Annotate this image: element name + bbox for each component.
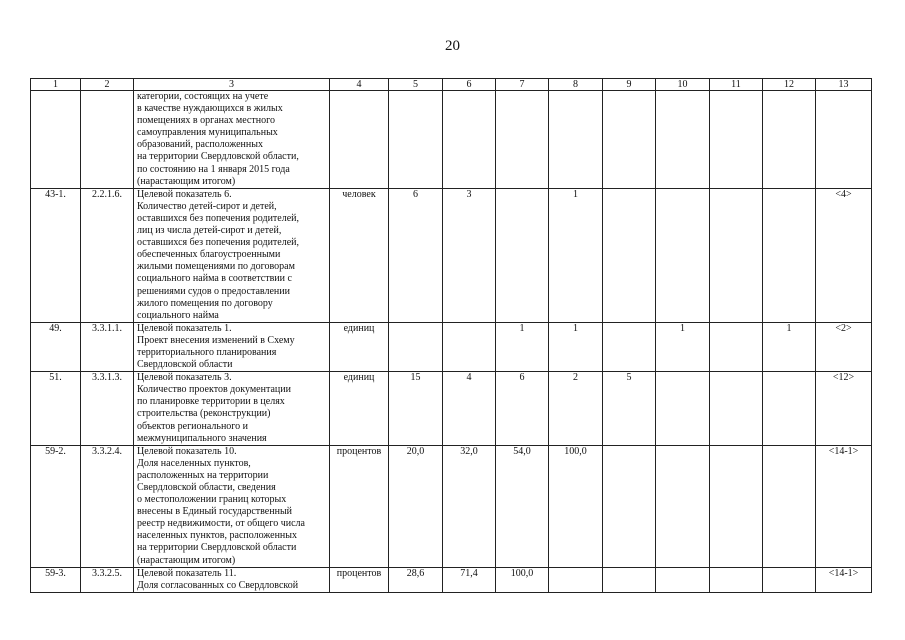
col-header: 8 bbox=[549, 79, 603, 91]
row-code: 3.3.1.1. bbox=[81, 322, 134, 371]
row-value: 54,0 bbox=[496, 445, 549, 567]
description-line: объектов регионального и bbox=[137, 420, 249, 432]
col-header: 10 bbox=[656, 79, 710, 91]
row-value bbox=[389, 91, 443, 189]
row-number: 59-3. bbox=[31, 567, 81, 592]
table-row bbox=[31, 567, 872, 592]
row-value: 1 bbox=[549, 188, 603, 322]
row-value: 6 bbox=[496, 372, 549, 446]
row-value bbox=[549, 91, 603, 189]
row-number: 49. bbox=[31, 322, 81, 371]
description-line: образований, расположенных bbox=[137, 139, 263, 151]
col-header: 9 bbox=[603, 79, 656, 91]
row-description bbox=[134, 567, 330, 592]
row-number: 43-1. bbox=[31, 188, 81, 322]
description-line: Проект внесения изменений в Схему bbox=[137, 334, 295, 346]
description-line: Целевой показатель 1. bbox=[137, 322, 232, 334]
row-value: 1 bbox=[656, 322, 710, 371]
row-note: <12> bbox=[816, 372, 872, 446]
row-unit: единиц bbox=[330, 372, 389, 446]
description-line: Целевой показатель 3. bbox=[137, 372, 232, 384]
row-value bbox=[549, 567, 603, 592]
row-value bbox=[656, 445, 710, 567]
description-line: Доля согласованных со Свердловской bbox=[137, 579, 299, 591]
description-line: Целевой показатель 6. bbox=[137, 188, 232, 200]
description-line: лиц из числа детей-сирот и детей, bbox=[137, 225, 282, 237]
row-value bbox=[710, 91, 763, 189]
row-value: 1 bbox=[496, 322, 549, 371]
row-value bbox=[763, 445, 816, 567]
row-value bbox=[710, 188, 763, 322]
description-line: социального найма bbox=[137, 309, 219, 321]
description-line: помещениях в органах местного bbox=[137, 115, 275, 127]
col-header: 7 bbox=[496, 79, 549, 91]
row-value bbox=[496, 91, 549, 189]
col-header: 1 bbox=[31, 79, 81, 91]
row-unit: процентов bbox=[330, 567, 389, 592]
description-line: Свердловской области bbox=[137, 359, 233, 371]
row-value: 3 bbox=[443, 188, 496, 322]
indicators-table bbox=[30, 78, 872, 593]
row-value bbox=[443, 322, 496, 371]
description-line: (нарастающим итогом) bbox=[137, 175, 236, 187]
col-header: 3 bbox=[134, 79, 330, 91]
row-description bbox=[134, 322, 330, 371]
row-value: 71,4 bbox=[443, 567, 496, 592]
row-value: 1 bbox=[549, 322, 603, 371]
description-line: Доля населенных пунктов, bbox=[137, 457, 251, 469]
row-value bbox=[603, 188, 656, 322]
table-row bbox=[31, 372, 872, 446]
row-description bbox=[134, 188, 330, 322]
description-line: внесены в Единый государственный bbox=[137, 506, 293, 518]
description-line: (нарастающим итогом) bbox=[137, 554, 236, 566]
table-row bbox=[31, 445, 872, 567]
row-value bbox=[710, 445, 763, 567]
table-row bbox=[31, 322, 872, 371]
row-note: <4> bbox=[816, 188, 872, 322]
row-value: 1 bbox=[763, 322, 816, 371]
row-description bbox=[134, 91, 330, 189]
table-row bbox=[31, 188, 872, 322]
col-header: 12 bbox=[763, 79, 816, 91]
row-note: <2> bbox=[816, 322, 872, 371]
row-value bbox=[710, 322, 763, 371]
row-number bbox=[31, 91, 81, 189]
col-header: 2 bbox=[81, 79, 134, 91]
row-unit: процентов bbox=[330, 445, 389, 567]
description-line: межмуниципального значения bbox=[137, 432, 267, 444]
description-line: Целевой показатель 11. bbox=[137, 567, 237, 579]
description-line: Целевой показатель 10. bbox=[137, 445, 237, 457]
description-line: на территории Свердловской области, bbox=[137, 151, 299, 163]
row-description bbox=[134, 372, 330, 446]
description-line: оставшихся без попечения родителей, bbox=[137, 237, 300, 249]
row-value bbox=[496, 188, 549, 322]
row-value bbox=[710, 372, 763, 446]
row-code: 3.3.2.4. bbox=[81, 445, 134, 567]
description-line: по планировке территории в целях bbox=[137, 396, 285, 408]
row-value: 5 bbox=[603, 372, 656, 446]
row-value bbox=[656, 91, 710, 189]
row-note: <14-1> bbox=[816, 445, 872, 567]
description-line: Свердловской области, сведения bbox=[137, 482, 276, 493]
description-line: решениями судов о предоставлении bbox=[137, 285, 290, 297]
row-value: 15 bbox=[389, 372, 443, 446]
description-line: Количество детей-сирот и детей, bbox=[137, 200, 277, 212]
row-value bbox=[656, 188, 710, 322]
row-value bbox=[763, 91, 816, 189]
row-value bbox=[656, 372, 710, 446]
row-value bbox=[603, 445, 656, 567]
row-value bbox=[656, 567, 710, 592]
row-value bbox=[603, 567, 656, 592]
row-value bbox=[443, 91, 496, 189]
header-row bbox=[31, 79, 872, 91]
row-value: 100,0 bbox=[549, 445, 603, 567]
row-code: 3.3.1.3. bbox=[81, 372, 134, 446]
col-header: 5 bbox=[389, 79, 443, 91]
row-value: 20,0 bbox=[389, 445, 443, 567]
row-unit: человек bbox=[330, 188, 389, 322]
col-header: 4 bbox=[330, 79, 389, 91]
col-header: 11 bbox=[710, 79, 763, 91]
description-line: на территории Свердловской области bbox=[137, 542, 297, 554]
row-value: 28,6 bbox=[389, 567, 443, 592]
row-code bbox=[81, 91, 134, 189]
row-number: 59-2. bbox=[31, 445, 81, 567]
row-note: <14-1> bbox=[816, 567, 872, 592]
col-header: 13 bbox=[816, 79, 872, 91]
description-line: категории, состоящих на учете bbox=[137, 91, 269, 102]
row-code: 3.3.2.5. bbox=[81, 567, 134, 592]
row-value bbox=[710, 567, 763, 592]
description-line: строительства (реконструкции) bbox=[137, 408, 271, 420]
description-line: территориального планирования bbox=[137, 346, 277, 358]
row-value: 2 bbox=[549, 372, 603, 446]
row-note bbox=[816, 91, 872, 189]
row-value: 32,0 bbox=[443, 445, 496, 567]
description-line: реестр недвижимости, от общего числа bbox=[137, 518, 305, 530]
row-value bbox=[763, 567, 816, 592]
row-code: 2.2.1.6. bbox=[81, 188, 134, 322]
description-line: обеспеченных благоустроенными bbox=[137, 249, 281, 261]
table-row bbox=[31, 91, 872, 189]
description-line: в качестве нуждающихся в жилых bbox=[137, 103, 283, 115]
row-unit: единиц bbox=[330, 322, 389, 371]
col-header: 6 bbox=[443, 79, 496, 91]
row-value bbox=[603, 322, 656, 371]
description-line: оставшихся без попечения родителей, bbox=[137, 212, 300, 224]
row-value bbox=[763, 188, 816, 322]
description-line: самоуправления муниципальных bbox=[137, 127, 278, 139]
row-value: 100,0 bbox=[496, 567, 549, 592]
description-line: жилыми помещениями по договорам bbox=[137, 261, 295, 273]
description-line: жилого помещения по договору bbox=[137, 297, 273, 309]
description-line: населенных пунктов, расположенных bbox=[137, 530, 298, 542]
row-value bbox=[389, 322, 443, 371]
description-line: по состоянию на 1 января 2015 года bbox=[137, 163, 290, 175]
row-value bbox=[603, 91, 656, 189]
row-unit bbox=[330, 91, 389, 189]
description-line: расположенных на территории bbox=[137, 469, 269, 481]
row-value bbox=[763, 372, 816, 446]
description-line: социального найма в соответствии с bbox=[137, 273, 292, 285]
page-number: 20 bbox=[445, 38, 460, 54]
row-description bbox=[134, 445, 330, 567]
row-value: 6 bbox=[389, 188, 443, 322]
description-line: Количество проектов документации bbox=[137, 384, 291, 396]
row-number: 51. bbox=[31, 372, 81, 446]
row-value: 4 bbox=[443, 372, 496, 446]
description-line: о местоположении границ которых bbox=[137, 494, 287, 506]
